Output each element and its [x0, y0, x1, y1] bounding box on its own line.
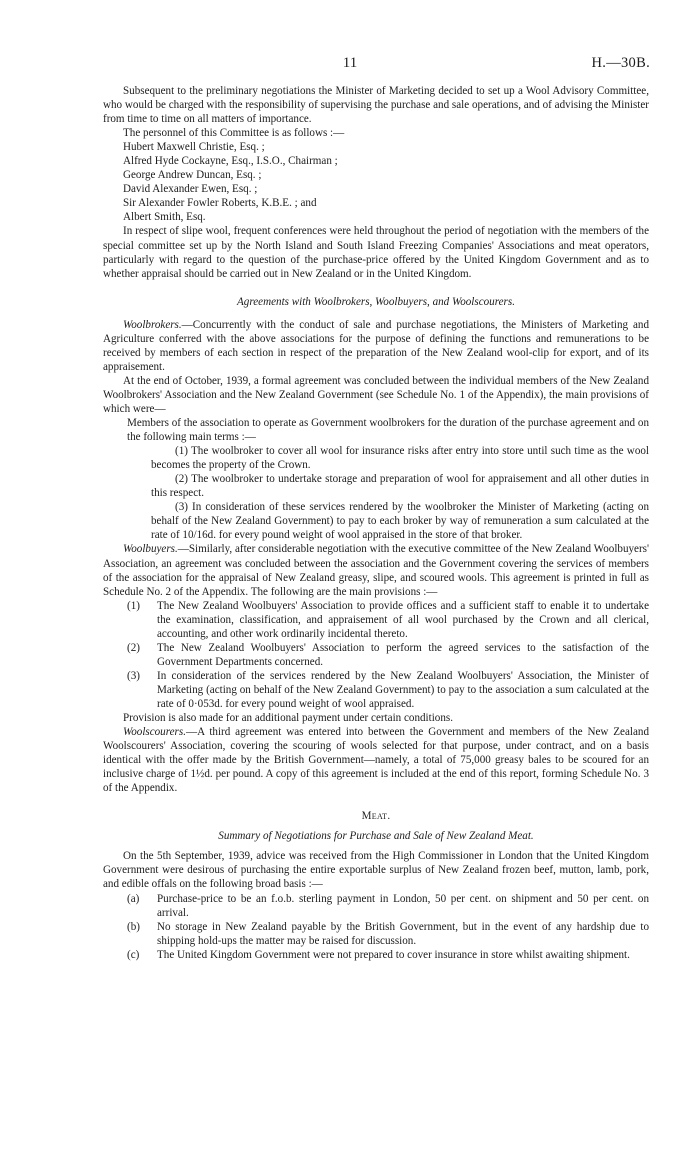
paragraph-woolbuyers [103, 542, 649, 598]
committee-member: Hubert Maxwell Christie, Esq. ; [123, 141, 265, 154]
document-code: H.—30B. [591, 55, 650, 71]
section-title-meat [103, 809, 649, 823]
term-letter: (c) [127, 948, 140, 961]
woolbrokers-text: —Concurrently with the conduct of sale and purchase negotiations, the Ministers of Marketing and Agriculture conferred with the above associations for the purpose of defining the functions and remunerations to be received by members of each section in respect of the preparation of the New Zealand wool-clip for export, and of its appraisement. [103, 318, 649, 373]
term-letter: (b) [127, 920, 140, 933]
buyer-term [127, 669, 649, 711]
term-text: The New Zealand Woolbuyers' Association to provide offices and a sufficient staff to enable it to undertake the examination, classification, and appraisement of all wool purchased by the Crown and all clerical, accounting, and other work ordinarily incidental thereto. [157, 599, 649, 640]
term-number: (3) [127, 669, 140, 682]
page-header [0, 56, 700, 76]
term-letter: (a) [127, 892, 140, 905]
meat-term [127, 920, 649, 948]
woolbuyers-text: —Similarly, after considerable negotiation with the executive committee of the New Zealand Woolbuyers' Association, an agreement was concluded between the association and the Government covering the services of members of the association for the appraisal of New Zealand greasy, slipe, and scoured wools. This agreement is printed in full as Schedule No. 2 of the Appendix. The following are the main provisions :— [103, 543, 649, 598]
paragraph-meat-advice: On the 5th September, 1939, advice was received from the High Commissioner in London that the United Kingdom Government were desirous of purchasing the entire exportable surplus of New Zealand frozen beef, mutton, lamb, pork, and edible offals on the following broad basis :— [103, 850, 649, 891]
committee-member-list [123, 140, 649, 224]
woolbuyers-label: Woolbuyers. [123, 543, 178, 556]
broker-term: (1) The woolbroker to cover all wool for insurance risks after entry into store until such time as the wool becomes the property of the Crown. [151, 445, 649, 472]
buyer-term [127, 641, 649, 669]
committee-member: Sir Alexander Fowler Roberts, K.B.E. ; and [123, 197, 317, 210]
term-text: In consideration of the services rendered by the New Zealand Woolbuyers' Association, the Minister of Marketing (acting on behalf of the New Zealand Government) to pay to the association a sum calculated at the rate of 0·053d. for every pound weight of wool appraised. [157, 669, 649, 710]
meat-title: Meat. [361, 810, 391, 823]
buyer-term [127, 599, 649, 641]
broker-members-text: Members of the association to operate as Government woolbrokers for the duration of the purchase agreement and on the following main terms :— [127, 417, 649, 444]
paragraph-woolscourers [103, 725, 649, 795]
paragraph-personnel: The personnel of this Committee is as follows :— [123, 127, 345, 140]
meat-term [127, 948, 649, 962]
term-text: The United Kingdom Government were not prepared to cover insurance in store whilst awaiting shipment. [157, 948, 630, 961]
meat-terms [103, 892, 649, 962]
section-heading-agreements: Agreements with Woolbrokers, Woolbuyers, and Woolscourers. [237, 295, 515, 308]
page-body [103, 84, 649, 962]
term-text: The New Zealand Woolbuyers' Association to perform the agreed services to the satisfaction of the Government Departments concerned. [157, 641, 649, 668]
paragraph-october-agreement: At the end of October, 1939, a formal agreement was concluded between the individual members of the New Zealand Woolbrokers' Association and the New Zealand Government (see Schedule No. 1 of the Appendix), the main provisions of which were— [103, 374, 649, 415]
paragraph-committee-setup: Subsequent to the preliminary negotiations the Minister of Marketing decided to set up a Wool Advisory Committee, who would be charged with the responsibility of supervising the purchase and sale operations, and of advising the Minister from time to time on all matters of importance. [103, 85, 649, 126]
woolscourers-text: —A third agreement was entered into between the Government and members of the New Zealand Woolscourers' Association, covering the scouring of wools selected for that purpose, under contract, and on a basis identical with the offer made by the British Government—namely, a total of 75,000 greasy bales to be scoured for an inclusive charge of 1½d. per pound. A copy of this agreement is included at the end of this report, forming Schedule No. 3 of the Appendix. [103, 726, 649, 795]
broker-term: (3) In consideration of these services rendered by the woolbroker the Minister of Marketing (acting on behalf of the New Zealand Government) to pay to each broker by way of remuneration a sum calculated at the rate of 10/16d. for every pound weight of wool appraised in the store of that broker. [151, 501, 649, 542]
woolbrokers-label: Woolbrokers. [123, 318, 182, 331]
paragraph-additional-payment: Provision is also made for an additional payment under certain conditions. [123, 712, 453, 725]
woolscourers-label: Woolscourers. [123, 726, 186, 739]
committee-member: Albert Smith, Esq. [123, 211, 206, 224]
meat-term [127, 892, 649, 920]
term-number: (2) [127, 641, 140, 654]
term-number: (1) [127, 599, 140, 612]
page-number: 11 [342, 55, 358, 71]
committee-member: Alfred Hyde Cockayne, Esq., I.S.O., Chairman ; [123, 155, 338, 168]
broker-term: (2) The woolbroker to undertake storage and preparation of wool for appraisement and all other duties in this respect. [151, 473, 649, 500]
term-text: Purchase-price to be an f.o.b. sterling payment in London, 50 per cent. on shipment and 50 per cent. on arrival. [157, 892, 649, 919]
committee-member: David Alexander Ewen, Esq. ; [123, 183, 258, 196]
term-text: No storage in New Zealand payable by the British Government, but in the event of any hardship due to shipping hold-ups the matter may be raised for discussion. [157, 920, 649, 947]
paragraph-slipe-wool: In respect of slipe wool, frequent conferences were held throughout the period of negotiation with the members of the special committee set up by the North Island and South Island Freezing Companies' Associations and meat operators, particularly with regard to the question of the purchase-price offered by the United Kingdom Government and as to whether appraisal should be carried out in New Zealand or in the United Kingdom. [103, 225, 649, 280]
committee-member: George Andrew Duncan, Esq. ; [123, 169, 262, 182]
buyer-provisions [103, 599, 649, 711]
paragraph-woolbrokers [103, 318, 649, 374]
broker-provisions [127, 416, 649, 542]
subheading-meat-negotiations: Summary of Negotiations for Purchase and Sale of New Zealand Meat. [218, 830, 534, 843]
